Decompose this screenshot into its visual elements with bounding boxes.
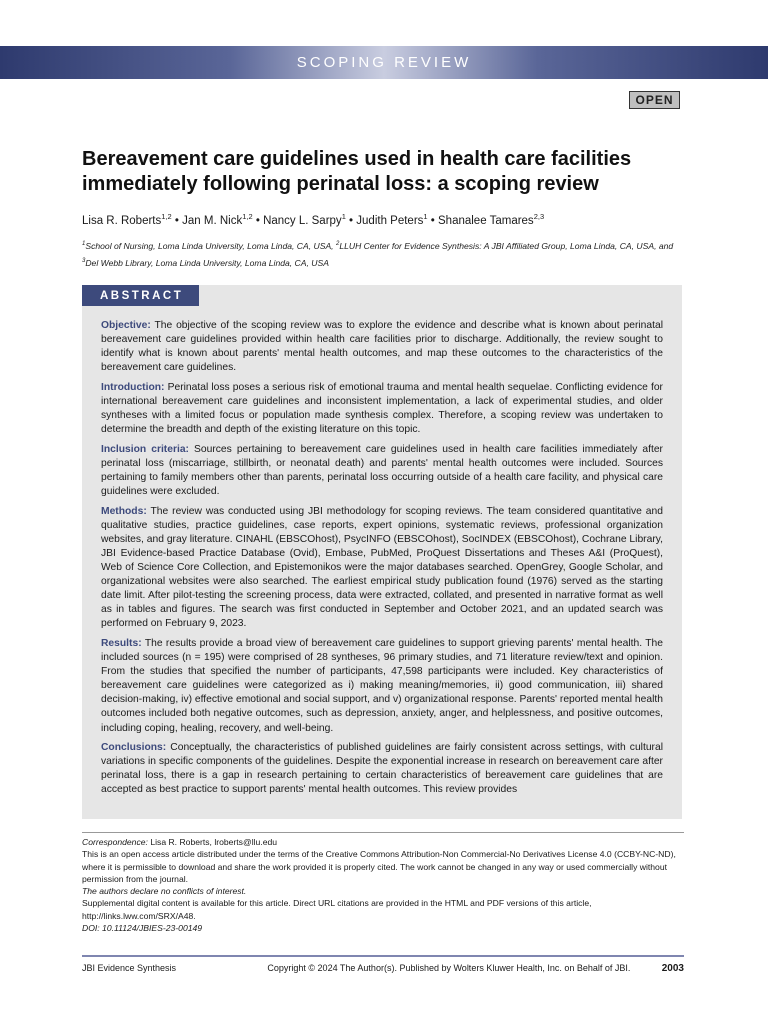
affiliation-marker: 1 xyxy=(82,241,86,247)
open-access-badge: OPEN xyxy=(629,91,680,109)
section-text: The objective of the scoping review was to explore the evidence and describe what is known about perinatal bereavement care guidelines provided within health care facilities prior to discharge. Additionally, the review sought to identify what is known about parents' mental health outcomes, and map these outcomes to the characteristics of the bereavement care guidelines. xyxy=(101,320,663,374)
section-text: Conceptually, the characteristics of published guidelines are fairly consistent across settings, with cultural variations in specific components of the guidelines. Despite the exponential increase in research on bereavement care after perinatal loss, there is a gap in research pertaining to certain characteristics of bereavement care guidelines that are accepted as best practice to support parents' mental health outcomes. This review provides xyxy=(101,742,663,796)
journal-name: JBI Evidence Synthesis xyxy=(82,963,177,973)
author-list: Lisa R. Roberts$^{1,2}$ • Jan M. Nick$^{1,2}$ • Nancy L. Sarpy$^1$ • Judith Peters$^1$ • Shanalee Tamares$^{2,3}$ xyxy=(82,212,545,227)
article-title: Bereavement care guidelines used in health care facilities immediately following perinatal loss: a scoping review xyxy=(82,148,632,195)
page-number: 2003 xyxy=(661,963,684,974)
section-text: Sources pertaining to bereavement care guidelines used in health care facilities immediately after perinatal loss (miscarriage, stillbirth, or neonatal death) and parents' mental health outcomes were included. Sources pertaining to family members other than parents, perinatal loss occurring outside of a health care facility, and physical care guidelines were excluded. xyxy=(101,443,663,498)
abstract-section-methods xyxy=(101,505,663,632)
affiliation-text: School of Nursing, Loma Linda University, Loma Linda, CA, USA, xyxy=(85,240,336,251)
section-text: The results provide a broad view of bereavement care guidelines to support grieving parents' mental health. The included sources (n = 195) were comprised of 28 syntheses, 96 primary studies, and 71 literature review/text and opinion. From the studies that specified the number of participants, 47,598 participants were included. Key characteristics of bereavement care guidelines were categorized as i) making meaning/memories, ii) good communication, iii) shared decision-making, iv) effective emotional and social support, and v) organizational response. Parents' reported mental health outcomes included both negative outcomes, such as depression, anxiety, anger, and helplessness, and positive outcomes, including coping, healing, recovery, and well-being. xyxy=(101,637,663,734)
author-affiliation-marker: 1,2 xyxy=(242,212,253,221)
banner-label: SCOPING REVIEW xyxy=(296,54,472,71)
section-heading: Methods: xyxy=(101,505,147,517)
section-heading: Inclusion criteria: xyxy=(101,443,189,455)
abstract-section-conclusions xyxy=(101,741,663,797)
affiliation-marker: 3 xyxy=(82,257,86,264)
section-heading: Objective: xyxy=(101,320,151,331)
affiliation-text: Del Webb Library, Loma Linda University, Loma Linda, CA, USA xyxy=(85,257,329,268)
license-text: This is an open access article distributed under the terms of the Creative Commons Attribution-Non Commercial-No Derivatives License 4.0 (CCBY-NC-ND), where it is permissible to download and share the work provided it is properly cited. The work cannot be changed in any way or used commercially without permission from the journal. xyxy=(82,849,676,884)
author-affiliation-marker: 1 xyxy=(341,212,346,221)
abstract-body xyxy=(101,319,663,803)
author-affiliation-marker: 1,2 xyxy=(161,212,172,221)
affiliation-list xyxy=(82,237,687,271)
affiliation-text: LLUH Center for Evidence Synthesis: A JBI Affiliated Group, Loma Linda, CA, USA, and xyxy=(339,240,674,251)
author-name: Lisa R. Roberts xyxy=(82,214,162,227)
abstract-section-results xyxy=(101,637,663,736)
correspondence-label: Correspondence: xyxy=(82,837,148,847)
abstract-label: ABSTRACT xyxy=(82,285,199,306)
author-name: Shanalee Tamares xyxy=(438,214,534,227)
supplemental-text: Supplemental digital content is available for this article. Direct URL citations are provided in the HTML and PDF versions of this article, http://links.lww.com/SRX/A48. xyxy=(82,898,592,921)
abstract-section-introduction xyxy=(101,381,663,437)
footer-divider xyxy=(82,955,684,957)
author-name: Judith Peters xyxy=(356,214,424,227)
affiliation-marker: 2 xyxy=(335,241,340,247)
page-footer xyxy=(82,963,684,974)
doi-text: DOI: 10.11124/JBIES-23-00149 xyxy=(82,923,203,934)
conflicts-text: The authors declare no conflicts of interest. xyxy=(82,886,247,897)
author-name: Jan M. Nick xyxy=(182,214,243,227)
author-affiliation-marker: 2,3 xyxy=(533,212,545,221)
section-heading: Results: xyxy=(101,637,142,649)
abstract-section-objective xyxy=(101,319,663,375)
correspondence-text: Lisa R. Roberts, lroberts@llu.edu xyxy=(150,837,278,847)
section-banner xyxy=(0,46,768,79)
section-text: The review was conducted using JBI methodology for scoping reviews. The team considered quantitative and qualitative studies, practice guidelines, case reports, expert opinions, systematic reviews, professional organization websites, and gray literature. CINAHL (EBSCOhost), PsycINFO (EBSCOhost), SocINDEX (EBSCOhost), Cochrane Library, JBI Evidence-based Practice Database (Ovid), Embase, PubMed, ProQuest Dissertations and Theses A&I (ProQuest), Web of Science Core Collection, and Epistemonikos were the major databases searched. OpenGrey, Google Scholar, and organizational websites were also searched. The earliest empirical study publication found (1976) served as the starting date limit. After pilot-testing the screening process, data were extracted, collated, and presented in narrative format as well as in tables and figures. The search was first conducted in September and October 2021, and an updated search was performed on February 9, 2023. xyxy=(101,505,663,630)
author-affiliation-marker: 1 xyxy=(423,212,428,221)
author-name: Nancy L. Sarpy xyxy=(263,214,342,227)
copyright-text: Copyright © 2024 The Author(s). Published by Wolters Kluwer Health, Inc. on Behalf of JBI. xyxy=(267,963,631,973)
section-heading: Conclusions: xyxy=(101,742,167,754)
section-heading: Introduction: xyxy=(101,381,165,393)
abstract-section-inclusion xyxy=(101,443,663,499)
section-text: Perinatal loss poses a serious risk of emotional trauma and mental health sequelae. Conflicting evidence for international bereavement care guidelines and inconsistent implementation, a lack of experimental studies, and older syntheses with a limited focus or population made synthesis complex. Therefore, a scoping review was undertaken to determine the breadth and depth of the existing literature on this topic. xyxy=(101,381,663,436)
correspondence-line xyxy=(82,836,684,848)
footnotes xyxy=(82,832,684,934)
